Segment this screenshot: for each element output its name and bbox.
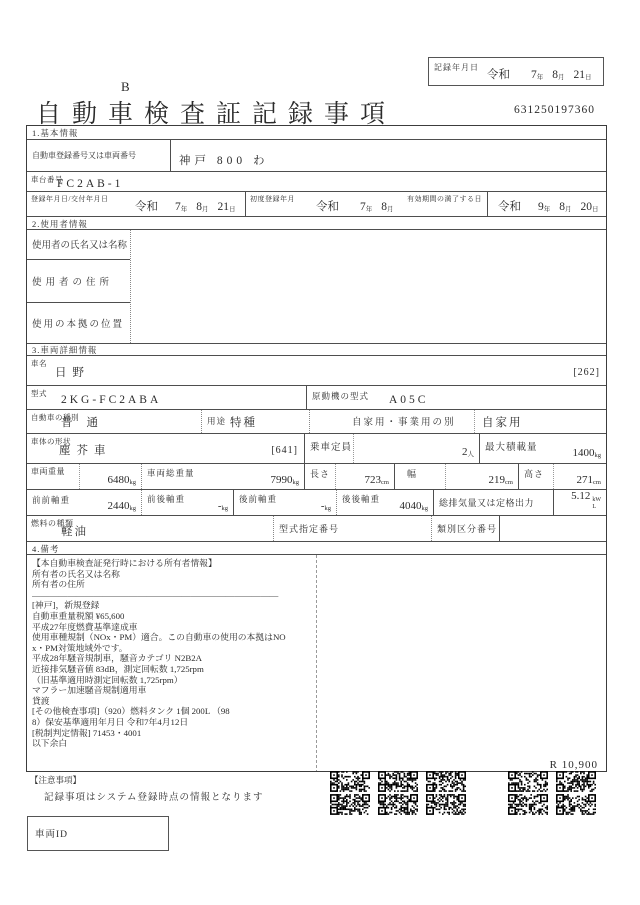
first-registration-value [316, 198, 394, 214]
type-approval-label: 型式指定番号 [279, 524, 340, 534]
divider [335, 464, 336, 489]
divider [445, 464, 446, 489]
year: 9 [538, 201, 544, 213]
axle-rr-value [400, 500, 429, 512]
chassis-number-label: 車台番号 [31, 175, 63, 184]
cm-unit: cm [381, 479, 389, 486]
divider [353, 434, 354, 463]
height-value [577, 474, 601, 486]
axle-fr-label: 前後軸重 [147, 494, 186, 504]
divider [553, 464, 554, 489]
dates-row [27, 191, 606, 216]
kg-unit: kg [221, 505, 228, 512]
year-unit: 年 [536, 74, 544, 81]
gross-weight-value [271, 474, 300, 486]
axle-rr-label: 後後軸重 [342, 494, 381, 504]
notice-text: 記録事項はシステム登録時点の情報となります [44, 793, 264, 803]
category-row [27, 409, 606, 433]
section-vehicle-detail: 3.車両詳細情報 [27, 343, 606, 355]
month-unit: 月 [565, 206, 572, 213]
axle-rr-number: 4040 [399, 500, 422, 512]
body-shape-cell [27, 434, 304, 463]
qr-code [330, 771, 370, 792]
registration-date-value [135, 198, 236, 214]
axle-rf-cell [233, 490, 336, 515]
power-units [592, 497, 601, 510]
cm-unit: cm [593, 479, 601, 486]
day: 20 [580, 201, 592, 213]
remark-line: 所有者の氏名又は名称 [32, 568, 120, 579]
day: 21 [217, 201, 229, 213]
kg-unit: kg [129, 479, 136, 486]
section-basic-info: 1.基本情報 [32, 128, 79, 138]
person-unit: 人 [467, 451, 474, 458]
user-value-area [131, 230, 606, 343]
expiry-date-cell [487, 192, 606, 216]
year: 7 [531, 69, 537, 81]
vehicle-name-cell [27, 356, 606, 385]
length-number: 723 [364, 474, 382, 486]
capacity-number: 2 [462, 446, 468, 458]
gross-weight-label: 車両総重量 [147, 468, 195, 478]
axle-fr-cell [141, 490, 233, 515]
qr-code-group-right [508, 771, 596, 815]
kg-unit: kg [594, 452, 601, 459]
max-load-label: 最大積載量 [485, 443, 538, 453]
kg-unit: kg [292, 479, 299, 486]
month: 8 [559, 201, 565, 213]
era: 令和 [316, 201, 339, 213]
registration-date-label: 登録年月日/交付年月日 [31, 195, 109, 203]
section-user-info: 2.使用者情報 [27, 216, 606, 229]
vehicle-name-row [27, 355, 606, 385]
remarks-box [27, 554, 606, 772]
use-value: 特種 [230, 417, 257, 429]
form-code-b: B [121, 79, 130, 94]
width-cell [394, 464, 518, 489]
type-approval-cell [273, 516, 431, 541]
power-value [571, 490, 601, 510]
max-load-value [573, 447, 602, 459]
user-name-label: 使用者の氏名又は名称 [32, 241, 128, 252]
engine-model-label: 原動機の型式 [312, 391, 370, 401]
max-load-cell [479, 434, 606, 463]
user-address-label-cell [27, 260, 130, 304]
ownership-cell [309, 410, 606, 433]
axle-rf-number: - [320, 500, 325, 512]
qr-code [426, 771, 466, 792]
first-registration-label: 初度登録年月 [250, 195, 295, 203]
registration-number-label-cell [27, 140, 170, 171]
remark-line: [神戸]，新規登録 [32, 600, 100, 611]
use-cell [201, 410, 309, 433]
first-registration-cell [245, 192, 487, 216]
power-value-cell [553, 490, 606, 515]
chassis-number-cell [27, 172, 606, 191]
remark-line: 平成27年度燃費基準達成車 [32, 621, 138, 632]
class-code-value-cell [499, 516, 606, 541]
remark-line: 貸渡 [32, 695, 50, 706]
remark-line: マフラー加速騒音規制適用車 [32, 685, 147, 696]
remarks-text-column [27, 555, 317, 772]
axle-ff-number: 2440 [107, 500, 130, 512]
year-unit: 年 [543, 206, 551, 213]
remark-line: 以下余白 [32, 738, 68, 749]
qr-code [556, 794, 596, 815]
axle-weight-row [27, 489, 606, 515]
year: 7 [360, 201, 366, 213]
weight-value [108, 474, 137, 486]
class-code-label-cell [431, 516, 499, 541]
era: 令和 [135, 201, 158, 213]
power-label: 総排気量又は定格出力 [439, 498, 535, 508]
qr-code [330, 794, 370, 815]
vehicle-name-label: 車名 [31, 359, 47, 368]
registration-number-value: 神戸 800 わ [179, 155, 269, 167]
engine-model-value: A05C [389, 394, 429, 406]
day-unit: 日 [229, 206, 236, 213]
qr-code [508, 794, 548, 815]
remark-line: 所有者の住所 [32, 579, 85, 590]
vehicle-id-box [27, 816, 169, 851]
axle-ff-cell [27, 490, 141, 515]
record-date-label: 記録年月日 [434, 63, 479, 72]
axle-rf-value [321, 500, 331, 512]
remark-line: 平成28年騒音規制車，騒音カテゴリ N2B2A [32, 653, 202, 664]
body-shape-row [27, 433, 606, 463]
kg-unit: kg [324, 505, 331, 512]
ownership-label: 自家用・事業用の別 [352, 418, 456, 428]
user-address-label: 使用者の住所 [32, 278, 114, 289]
axle-ff-label: 前前軸重 [32, 495, 71, 505]
axle-rr-cell [336, 490, 433, 515]
section-remarks: 4.備考 [27, 541, 606, 554]
kw-unit: kW [592, 497, 601, 503]
fuel-value: 軽油 [61, 526, 88, 538]
axle-fr-value [218, 500, 228, 512]
remark-line: 使用車種規制（NOx・PM）適合。この自動車の使用の本拠はNO [32, 632, 286, 643]
divider [79, 464, 80, 489]
gross-weight-cell [141, 464, 304, 489]
width-number: 219 [488, 474, 506, 486]
cm-unit: cm [505, 479, 513, 486]
registration-date-cell [27, 192, 245, 216]
ownership-value: 自家用 [482, 417, 523, 429]
page-title: 自動車検査証記録事項 [36, 101, 397, 128]
month-unit: 月 [202, 206, 209, 213]
era: 令和 [487, 69, 510, 81]
record-date-box [428, 57, 604, 86]
month: 8 [381, 201, 387, 213]
day: 21 [573, 69, 585, 81]
height-cell [518, 464, 606, 489]
liter-unit: L [592, 503, 596, 510]
registration-number-label: 自動車登録番号又は車両番号 [32, 151, 136, 160]
vehicle-id-label: 車両ID [35, 830, 69, 840]
weight-row [27, 463, 606, 489]
remark-line: [その他検査事項]（920）燃料タンク 1個 200L （98 [32, 706, 230, 717]
divider [474, 410, 475, 433]
notice-title: 【注意事項】 [30, 775, 82, 785]
fee-amount: R 10,900 [549, 759, 598, 771]
user-name-label-cell [27, 230, 130, 260]
month: 8 [552, 69, 558, 81]
remark-line: 近接排気騒音値 83dB，測定回転数 1,725rpm [32, 663, 204, 674]
era: 令和 [498, 201, 521, 213]
model-row [27, 385, 606, 409]
remark-line: （旧基準適用時測定回転数 1,725rpm） [32, 674, 183, 685]
power-number: 5.12 [571, 490, 591, 502]
day-unit: 日 [592, 206, 599, 213]
model-label: 型式 [31, 389, 47, 398]
weight-cell [27, 464, 141, 489]
length-label: 長さ [310, 469, 331, 479]
fuel-label: 燃料の種類 [31, 519, 74, 528]
height-label: 高さ [524, 469, 545, 479]
qr-code [556, 771, 596, 792]
axle-ff-value [108, 500, 137, 512]
category-cell [27, 410, 201, 433]
capacity-value [462, 446, 474, 458]
engine-model-cell [306, 386, 606, 409]
remark-line: [税制判定情報] 71453・4001 [32, 727, 142, 738]
user-label-column [27, 230, 131, 343]
axle-rf-label: 後前軸重 [239, 494, 278, 504]
year-unit: 年 [365, 206, 373, 213]
user-base-label: 使用の本拠の位置 [32, 320, 125, 331]
day-unit: 日 [585, 74, 592, 81]
chassis-number-value: FC2AB-1 [57, 178, 124, 190]
body-shape-label: 車体の形状 [31, 437, 71, 446]
max-load-number: 1400 [572, 447, 595, 459]
year-unit: 年 [180, 206, 188, 213]
registration-number-value-cell [170, 140, 606, 171]
body-shape-code: [641] [271, 445, 298, 456]
qr-code [426, 794, 466, 815]
kg-unit: kg [129, 505, 136, 512]
category-value: 普通 [61, 417, 112, 429]
width-label: 幅 [407, 469, 418, 479]
registration-number-row [27, 139, 606, 171]
expiry-date-value [498, 198, 599, 214]
document-number: 631250197360 [514, 104, 595, 116]
year: 7 [175, 201, 181, 213]
user-base-label-cell [27, 303, 130, 343]
qr-code [508, 771, 548, 792]
month-unit: 月 [387, 206, 394, 213]
class-code-label: 類別区分番号 [437, 524, 498, 534]
fuel-row [27, 515, 606, 541]
model-cell [27, 386, 306, 409]
month: 8 [196, 201, 202, 213]
kg-unit: kg [421, 505, 428, 512]
capacity-cell [304, 434, 479, 463]
expiry-date-label: 有効期間の満了する日 [407, 195, 482, 203]
capacity-label: 乗車定員 [310, 443, 353, 453]
gross-weight-number: 7990 [270, 474, 293, 486]
remark-line: x・PM対策地域外です。 [32, 642, 128, 653]
length-cell [304, 464, 394, 489]
model-value: 2KG-FC2ABA [61, 394, 162, 406]
use-label: 用途 [207, 416, 227, 426]
fuel-cell [27, 516, 273, 541]
body-shape-value: 塵芥車 [59, 445, 112, 457]
width-value [489, 474, 513, 486]
category-label: 自動車の種別 [31, 413, 79, 422]
remark-line: 【本自動車検査証発行時における所有者情報】 [32, 558, 217, 568]
axle-fr-number: - [217, 500, 222, 512]
qr-code [378, 794, 418, 815]
month-unit: 月 [558, 74, 565, 81]
qr-code [378, 771, 418, 792]
record-date-value [487, 66, 592, 82]
certificate-table [26, 125, 607, 772]
height-number: 271 [576, 474, 594, 486]
vehicle-name-code: [262] [573, 367, 600, 378]
remark-line: ———————————————————————————— [32, 589, 279, 600]
remark-line: 8）保安基準適用年月日 令和7年4月12日 [32, 716, 189, 727]
user-info-block [27, 229, 606, 343]
power-label-cell [433, 490, 553, 515]
remark-line: 自動車重量税額 ¥65,600 [32, 610, 125, 621]
chassis-number-row [27, 171, 606, 191]
length-value [365, 474, 389, 486]
weight-number: 6480 [107, 474, 130, 486]
weight-label: 車両重量 [31, 467, 65, 476]
vehicle-name-value: 日野 [55, 367, 90, 379]
qr-code-group-left [330, 771, 466, 815]
